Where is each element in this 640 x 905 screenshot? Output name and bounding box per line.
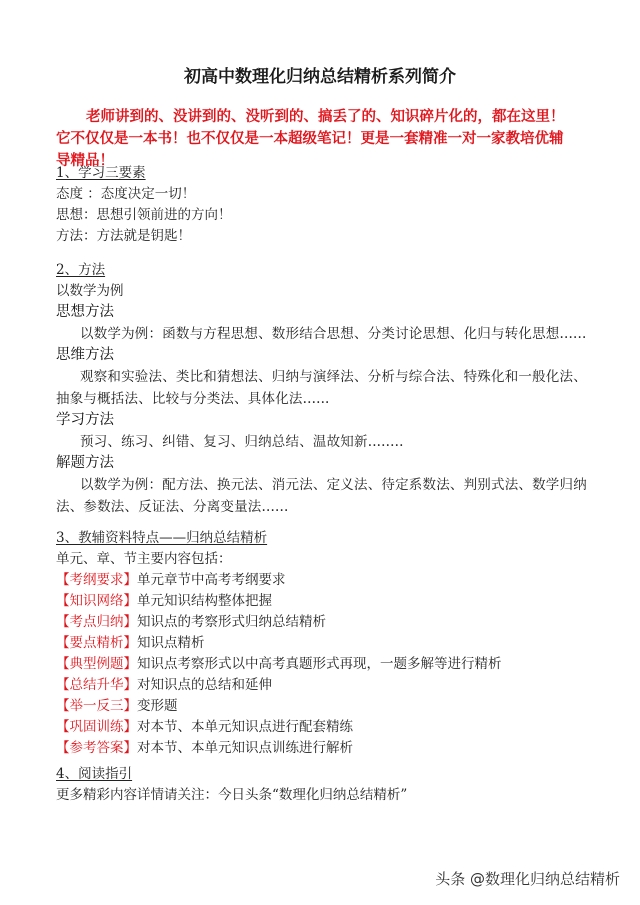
- feature-tag: 【参考答案】: [56, 740, 137, 756]
- watermark: 头条 @数理化归纳总结精析: [435, 870, 620, 888]
- feature-text: 单元知识结构整体把握: [137, 593, 272, 609]
- feature-tag: 【考点归纳】: [56, 614, 137, 630]
- feature-text: 知识点精析: [137, 635, 205, 651]
- feature-item: [56, 633, 596, 654]
- feature-text: 对本节、本单元知识点进行配套精练: [137, 719, 353, 735]
- section-heading: 2、方法: [56, 262, 106, 278]
- method-group-text: 以数学为例：函数与方程思想、数形结合思想、分类讨论思想、化归与转化思想......: [80, 326, 587, 342]
- text-line: 思想：思想引领前进的方向！: [56, 207, 232, 223]
- intro-line: 老师讲到的、没讲到的、没听到的、搞丢了的、知识碎片化的，都在这里！: [86, 109, 565, 125]
- method-group-title: 思想方法: [56, 304, 114, 320]
- feature-item: [56, 591, 596, 612]
- feature-item: [56, 570, 596, 591]
- method-group-title: 思维方法: [56, 347, 114, 363]
- feature-text: 知识点考察形式以中高考真题形式再现，一题多解等进行精析: [137, 656, 502, 672]
- section-lead: 单元、章、节主要内容包括：: [56, 551, 232, 567]
- feature-tag: 【巩固训练】: [56, 719, 137, 735]
- feature-item: [56, 612, 596, 633]
- feature-tag: 【要点精析】: [56, 635, 137, 651]
- feature-tag: 【总结升华】: [56, 677, 137, 693]
- feature-item: [56, 696, 596, 717]
- feature-tag: 【举一反三】: [56, 698, 137, 714]
- feature-tag: 【知识网络】: [56, 593, 137, 609]
- feature-text: 知识点的考察形式归纳总结精析: [137, 614, 326, 630]
- method-group-text: 预习、练习、纠错、复习、归纳总结、温故知新........: [80, 434, 404, 450]
- section-heading: 4、阅读指引: [56, 766, 133, 782]
- section-lead: 以数学为例: [56, 283, 124, 299]
- method-group-text: 观察和实验法、类比和猜想法、归纳与演绎法、分析与综合法、特殊化和一般化法、抽象与概括法、比较与分类法、具体化法......: [56, 369, 587, 407]
- feature-item: [56, 675, 596, 696]
- text-line: 方法：方法就是钥匙！: [56, 228, 191, 244]
- intro-line: 导精品！: [56, 153, 114, 169]
- feature-text: 单元章节中高考考纲要求: [137, 572, 286, 588]
- method-group-title: 学习方法: [56, 412, 114, 428]
- feature-text: 对知识点的总结和延伸: [137, 677, 272, 693]
- method-group-text: 以数学为例：配方法、换元法、消元法、定义法、待定系数法、判别式法、数学归纳法、参数法、反证法、分离变量法......: [56, 477, 587, 515]
- section-reading-guide: [56, 764, 596, 806]
- text-line: 态度 ：态度决定一切！: [56, 186, 196, 202]
- intro-line: 它不仅仅是一本书！也不仅仅是一本超级笔记！更是一套精准一对一家教培优辅: [56, 131, 564, 147]
- feature-text: 变形题: [137, 698, 178, 714]
- feature-text: 对本节、本单元知识点训练进行解析: [137, 740, 353, 756]
- text-line: 更多精彩内容详情请关注：今日头条“数理化归纳总结精析”: [56, 787, 408, 803]
- section-heading: 1、学习三要素: [56, 165, 146, 181]
- section-methods: [56, 260, 596, 518]
- method-group-title: 解题方法: [56, 455, 114, 471]
- section-heading: 3、教辅资料特点——归纳总结精析: [56, 530, 268, 546]
- section-study-elements: [56, 163, 596, 247]
- feature-item: [56, 654, 596, 675]
- feature-item: [56, 717, 596, 738]
- feature-tag: 【典型例题】: [56, 656, 137, 672]
- section-material-features: [56, 528, 596, 759]
- feature-item: [56, 738, 596, 759]
- document-title: 初高中数理化归纳总结精析系列简介: [184, 67, 456, 87]
- feature-tag: 【考纲要求】: [56, 572, 137, 588]
